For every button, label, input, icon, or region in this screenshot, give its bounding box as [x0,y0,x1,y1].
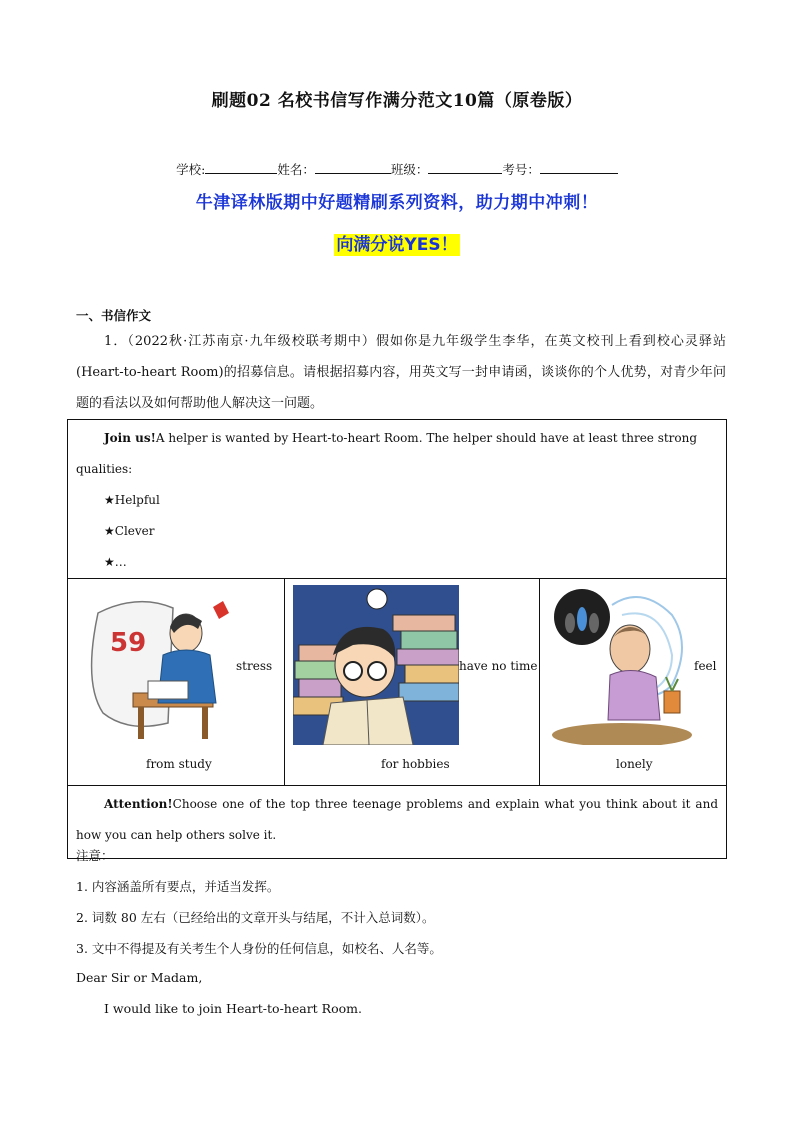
letter-opening: I would like to join Heart-to-heart Room. [104,1001,362,1016]
quality-item: ★Clever [104,524,155,538]
lonely-caption: lonely [616,757,653,771]
exam-no-blank [540,161,618,174]
quality-item: ★… [104,555,127,569]
join-us-cell [68,420,727,579]
student-info-line [0,160,794,178]
exam-no-label: 考号： [502,162,540,177]
stressed-student-illustration [78,593,238,743]
slogan-text: 向满分说YES！ [336,235,458,255]
no-time-caption: for hobbies [381,757,450,771]
svg-text:59: 59 [110,628,147,658]
quality-item: ★Helpful [104,493,160,507]
join-us-heading: Join us! [104,431,156,445]
school-label: 学校: [176,162,206,177]
name-label: 姓名： [277,162,315,177]
picture-cell-hobbies [285,579,540,786]
recruitment-box [67,419,727,859]
question-text [76,326,726,419]
attention-text: Choose one of the top three teenage problems and explain what you think about it and how you can help others solve it. [76,797,718,842]
no-time-label: have no time [459,659,538,673]
stress-caption: from study [146,757,212,771]
class-label: 班级： [390,162,429,177]
join-us-text: A helper is wanted by Heart-to-heart Room. The helper should have at least three strong qualities: [76,431,698,476]
section-title: 一、书信作文 [76,308,152,323]
letter-greeting: Dear Sir or Madam, [76,970,203,985]
picture-cell-lonely [540,579,727,786]
notes-title: 注意： [76,848,114,863]
class-blank [428,161,502,174]
school-blank [205,161,277,174]
attention-cell [68,786,727,859]
promo-banner: 牛津译林版期中好题精刷系列资料，助力期中冲刺！ [195,193,599,213]
slogan [0,230,794,255]
lonely-person-illustration [552,585,694,745]
note-item: 2. 词数 80 左右（已经给出的文章开头与结尾，不计入总词数）。 [76,910,435,925]
attention-heading: Attention! [104,797,173,811]
note-item: 3. 文中不得提及有关考生个人身份的任何信息，如校名、人名等。 [76,941,442,956]
name-blank [315,161,391,174]
page-title: 刷题02 名校书信写作满分范文10篇（原卷版） [211,91,583,111]
question-body: 1．（2022秋·江苏南京·九年级校联考期中）假如你是九年级学生李华，在英文校刊上看到校心灵驿站(Heart-to-heart Room)的招募信息。请根据招募内容，用英文写一封申请函，谈谈你的个人优势，对青少年问题的看法以及如何帮助他人解决这一问题。 [76,334,726,411]
feel-label: feel [694,659,717,673]
stress-label: stress [236,659,273,673]
picture-cell-stress [68,579,285,786]
student-with-books-illustration [293,585,459,745]
note-item: 1. 内容涵盖所有要点，并适当发挥。 [76,879,280,894]
